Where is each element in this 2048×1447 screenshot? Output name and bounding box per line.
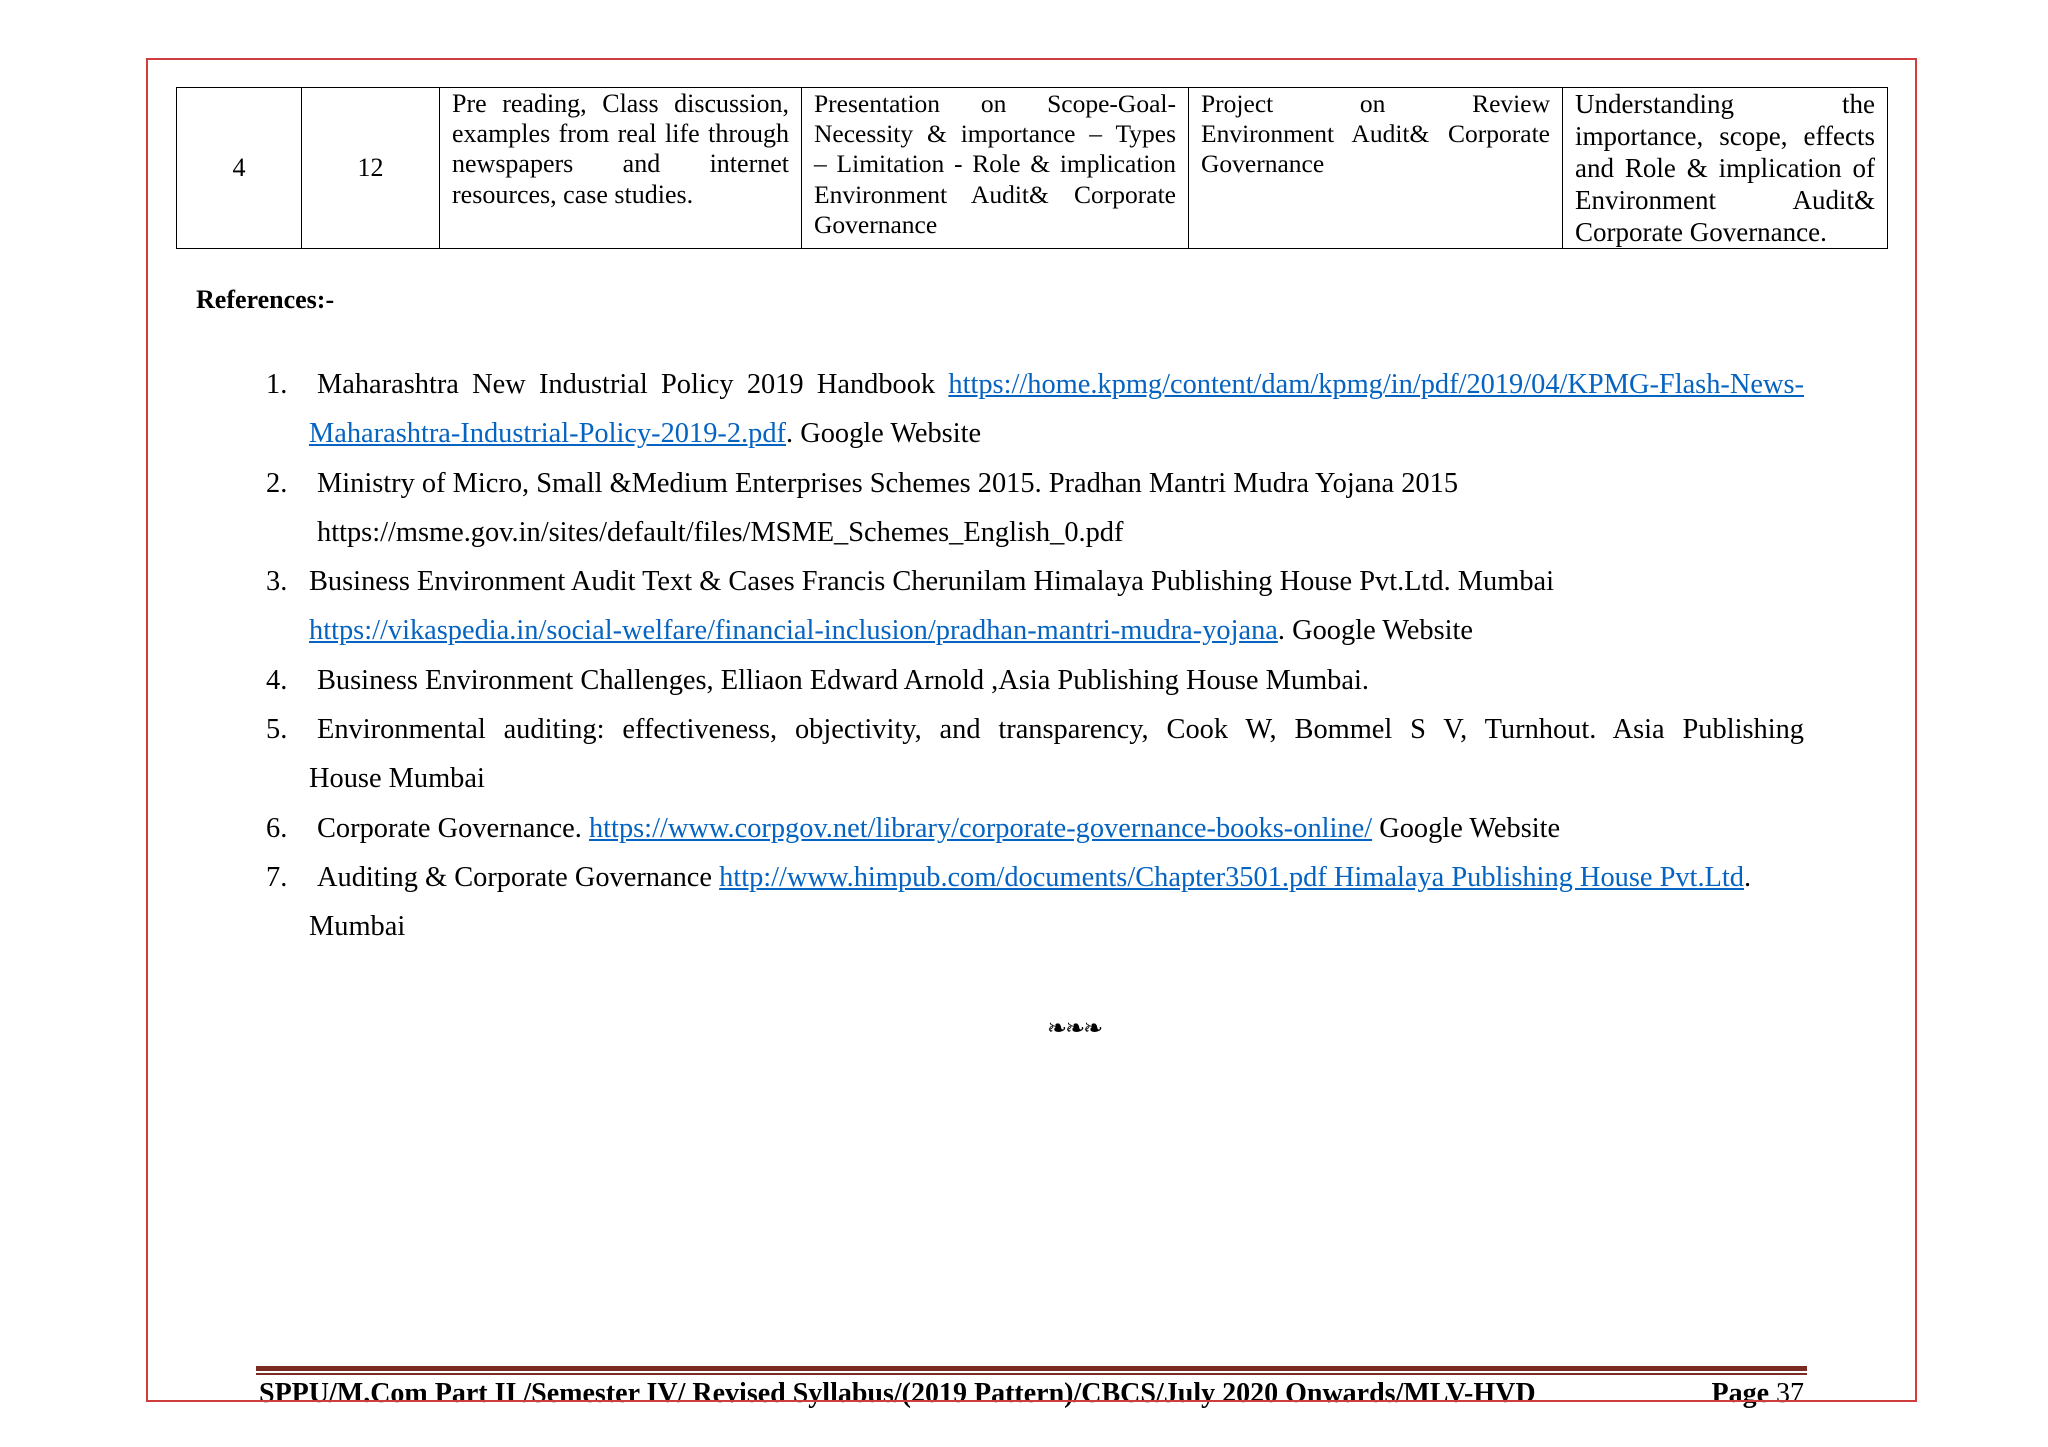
reference-line — [309, 409, 1804, 458]
cell-line: Environment Audit& Corporate — [814, 179, 1176, 209]
reference-suffix: . Google Website — [1277, 615, 1473, 647]
reference-suffix: Google Website — [1379, 812, 1561, 844]
unit-number: 4 — [232, 153, 246, 182]
assignment-cell — [1189, 88, 1563, 249]
reference-item-4 — [266, 656, 1804, 705]
reference-title: Mumbai — [309, 911, 406, 943]
reference-line — [317, 705, 1804, 754]
reference-line — [309, 557, 1804, 606]
reference-title: Ministry of Micro, Small &Medium Enterprises Schemes 2015. Pradhan Mantri Mudra Yojana 2015 — [317, 467, 1459, 499]
reference-item-6 — [266, 804, 1804, 853]
reference-link[interactable]: Maharashtra-Industrial-Policy-2019-2.pdf — [309, 418, 786, 450]
reference-url-text: https://msme.gov.in/sites/default/files/MSME_Schemes_English_0.pdf — [317, 516, 1124, 548]
cell-line: examples from real life through — [452, 119, 789, 149]
learning-outcome-cell — [1563, 88, 1888, 249]
cell-line: – Limitation - Role & implication — [814, 149, 1176, 179]
cell-line: Corporate Governance. — [1575, 217, 1827, 247]
activity-cell — [802, 88, 1189, 249]
reference-item-3 — [266, 557, 1804, 656]
reference-number: 2. — [266, 467, 288, 499]
reference-title: Environmental auditing: effectiveness, objectivity, and transparency, Cook W, Bommel S V, Turnhout. Asia Publishing — [317, 714, 1804, 746]
cell-line: Presentation on Scope-Goal- — [814, 89, 1176, 118]
reference-title: Business Environment Challenges, Elliaon Edward Arnold ,Asia Publishing House Mumbai. — [317, 664, 1369, 696]
table-row — [177, 88, 1888, 249]
reference-item-5 — [266, 705, 1804, 804]
reference-line — [317, 853, 1804, 902]
reference-line — [317, 804, 1804, 853]
page-number — [1711, 1379, 1804, 1409]
reference-number: 1. — [266, 369, 288, 400]
reference-suffix: . Google Website — [786, 418, 982, 450]
cell-line: resources, case studies. — [452, 179, 694, 209]
reference-item-1 — [266, 360, 1804, 459]
reference-title: House Mumbai — [309, 763, 485, 795]
reference-link[interactable]: https://www.corpgov.net/library/corporate-governance-books-online/ — [588, 812, 1373, 844]
cell-line: and Role & implication of — [1575, 153, 1875, 183]
reference-link[interactable]: http://www.himpub.com/documents/Chapter3501.pdf Himalaya Publishing House Pvt.Ltd — [719, 861, 1744, 893]
reference-item-2 — [266, 459, 1804, 558]
reference-line — [309, 902, 1804, 951]
syllabus-table — [176, 87, 1888, 249]
cell-line: Environment Audit& — [1575, 185, 1875, 215]
reference-title: Business Environment Audit Text & Cases Francis Cherunilam Himalaya Publishing House Pvt.Ltd. Mumbai — [309, 566, 1555, 598]
reference-title: Auditing & Corporate Governance — [317, 861, 712, 893]
cell-line: Project on Review — [1201, 89, 1550, 118]
cell-line: Necessity & importance – Types — [814, 119, 1176, 149]
reference-number: 6. — [266, 812, 288, 844]
hours-cell — [302, 88, 440, 249]
cell-line: Pre reading, Class discussion, — [452, 89, 789, 118]
page-label: Page — [1711, 1378, 1769, 1409]
reference-line — [309, 606, 1804, 655]
references-list — [266, 360, 1804, 952]
reference-suffix: . — [1743, 861, 1752, 893]
footer-rule — [256, 1373, 1807, 1375]
hours-value: 12 — [357, 153, 384, 182]
cell-line: Understanding the — [1575, 89, 1875, 119]
reference-title: Maharashtra New Industrial Policy 2019 Handbook — [317, 369, 936, 400]
reference-number: 7. — [266, 861, 288, 893]
reference-number: 4. — [266, 664, 288, 696]
cell-line: Environment Audit& Corporate — [1201, 119, 1550, 149]
teaching-method-cell — [440, 88, 802, 249]
ornament-divider: ❧❧❧ — [1046, 1014, 1102, 1042]
unit-number-cell — [177, 88, 302, 249]
reference-number: 5. — [266, 714, 288, 746]
reference-item-7 — [266, 853, 1804, 952]
reference-line — [317, 508, 1804, 557]
footer-text: SPPU/M.Com Part II /Semester IV/ Revised Syllabus/(2019 Pattern)/CBCS/July 2020 Onwards/MLV-HVD — [259, 1378, 1536, 1409]
page-number-value: 37 — [1776, 1378, 1804, 1409]
reference-title: Corporate Governance. — [317, 812, 582, 844]
footer-rule — [256, 1366, 1807, 1371]
reference-number: 3. — [266, 566, 288, 598]
reference-link[interactable]: https://home.kpmg/content/dam/kpmg/in/pdf/2019/04/KPMG-Flash-News- — [948, 369, 1804, 400]
reference-line — [317, 459, 1804, 508]
reference-line — [317, 360, 1804, 409]
references-heading: References:- — [196, 285, 335, 314]
cell-line: Governance — [814, 209, 938, 239]
cell-line: Governance — [1201, 149, 1325, 179]
reference-line — [309, 754, 1804, 803]
reference-line — [317, 656, 1804, 705]
cell-line: newspapers and internet — [452, 149, 789, 179]
reference-link[interactable]: https://vikaspedia.in/social-welfare/financial-inclusion/pradhan-mantri-mudra-yojana — [309, 615, 1278, 647]
cell-line: importance, scope, effects — [1575, 121, 1875, 151]
